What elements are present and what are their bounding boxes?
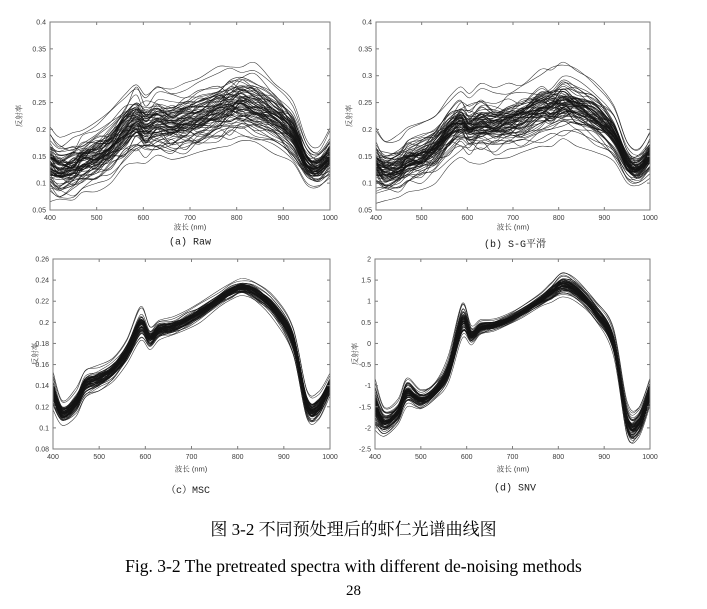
svg-text:900: 900 <box>277 454 290 461</box>
subplot-caption-d: (d) SNV <box>493 483 537 495</box>
svg-text:500: 500 <box>93 454 106 461</box>
spectra-curves-d <box>375 273 650 444</box>
svg-text:0.22: 0.22 <box>35 298 49 306</box>
svg-text:600: 600 <box>139 454 152 461</box>
svg-text:-1.5: -1.5 <box>358 404 371 412</box>
svg-text:0.15: 0.15 <box>32 153 46 161</box>
svg-text:400: 400 <box>47 454 59 461</box>
axes-box-a <box>50 22 330 210</box>
svg-text:900: 900 <box>277 215 290 222</box>
svg-text:0.1: 0.1 <box>362 180 372 188</box>
svg-text:600: 600 <box>137 215 150 222</box>
svg-text:0.14: 0.14 <box>35 383 49 391</box>
svg-text:0.1: 0.1 <box>39 425 49 433</box>
svg-text:0.05: 0.05 <box>32 207 46 215</box>
axes-box-d <box>375 259 650 449</box>
svg-text:0.25: 0.25 <box>358 100 372 108</box>
svg-text:500: 500 <box>414 454 427 461</box>
subplot-caption-a: (a) Raw <box>168 237 212 249</box>
svg-text:0.2: 0.2 <box>362 126 372 134</box>
svg-text:0.1: 0.1 <box>36 180 46 188</box>
svg-text:0.3: 0.3 <box>36 73 46 81</box>
svg-text:0.05: 0.05 <box>358 207 372 215</box>
svg-text:0.15: 0.15 <box>358 153 372 161</box>
svg-text:-1: -1 <box>364 383 371 391</box>
svg-text:0.3: 0.3 <box>362 73 372 81</box>
y-axis-label-d: 反射率 <box>350 342 360 366</box>
svg-text:0.18: 0.18 <box>35 340 49 348</box>
svg-text:-2.5: -2.5 <box>358 446 371 454</box>
svg-text:1000: 1000 <box>322 454 338 461</box>
svg-text:1000: 1000 <box>322 215 338 222</box>
svg-text:0.12: 0.12 <box>35 404 49 412</box>
svg-text:-0.5: -0.5 <box>358 362 371 370</box>
y-axis-label-a: 反射率 <box>14 104 24 128</box>
svg-text:0.08: 0.08 <box>35 446 49 454</box>
figure-caption-en: Fig. 3-2 The pretreated spectra with different de-noising methods <box>125 556 582 576</box>
subplot-caption-b: (b) S-G平滑 <box>483 240 547 251</box>
svg-text:1: 1 <box>367 298 371 306</box>
svg-text:800: 800 <box>552 454 565 461</box>
y-axis-label-c: 反射率 <box>30 342 40 366</box>
svg-text:700: 700 <box>184 215 196 222</box>
svg-text:1000: 1000 <box>642 215 658 222</box>
svg-text:-2: -2 <box>364 425 371 433</box>
svg-text:400: 400 <box>44 215 56 222</box>
svg-text:800: 800 <box>230 215 243 222</box>
spectra-curves-b <box>376 62 650 203</box>
svg-text:0.2: 0.2 <box>39 319 49 327</box>
svg-text:900: 900 <box>598 454 611 461</box>
axes-ticks-c <box>35 257 338 462</box>
svg-text:0.25: 0.25 <box>32 100 46 108</box>
svg-text:0.26: 0.26 <box>35 256 49 264</box>
svg-text:500: 500 <box>415 215 428 222</box>
spectra-curves-a <box>50 62 330 201</box>
svg-text:0.2: 0.2 <box>36 126 46 134</box>
axes-ticks-d <box>359 257 658 462</box>
svg-text:0.24: 0.24 <box>35 277 49 285</box>
svg-text:900: 900 <box>598 215 611 222</box>
svg-text:0.35: 0.35 <box>32 46 46 54</box>
spectra-curves-c <box>53 278 330 425</box>
svg-text:800: 800 <box>552 215 565 222</box>
svg-text:700: 700 <box>185 454 198 461</box>
svg-text:500: 500 <box>90 215 103 222</box>
y-axis-label-b: 反射率 <box>344 104 354 128</box>
x-axis-label-c: 波长 (nm) <box>174 464 208 474</box>
svg-text:700: 700 <box>506 454 519 461</box>
svg-text:0.5: 0.5 <box>361 319 371 327</box>
figure-caption-zh: 图 3-2 不同预处理后的虾仁光谱曲线图 <box>210 520 497 539</box>
svg-text:600: 600 <box>461 215 474 222</box>
x-axis-label-d: 波长 (nm) <box>496 464 530 474</box>
svg-text:0.16: 0.16 <box>35 362 49 370</box>
svg-text:0.35: 0.35 <box>358 46 372 54</box>
x-axis-label-b: 波长 (nm) <box>496 222 530 232</box>
svg-text:0: 0 <box>367 340 371 348</box>
svg-text:1000: 1000 <box>642 454 658 461</box>
svg-text:0.4: 0.4 <box>36 19 46 27</box>
svg-text:700: 700 <box>507 215 519 222</box>
x-axis-label-a: 波长 (nm) <box>173 222 207 232</box>
svg-text:400: 400 <box>370 215 382 222</box>
svg-text:600: 600 <box>460 454 473 461</box>
page-number: 28 <box>346 583 361 599</box>
svg-text:2: 2 <box>367 256 371 264</box>
svg-text:1.5: 1.5 <box>361 277 371 285</box>
svg-text:400: 400 <box>369 454 381 461</box>
axes-box-c <box>53 259 330 449</box>
svg-text:800: 800 <box>231 454 244 461</box>
svg-text:0.4: 0.4 <box>362 19 372 27</box>
subplot-caption-c: （c）MSC <box>165 486 211 497</box>
